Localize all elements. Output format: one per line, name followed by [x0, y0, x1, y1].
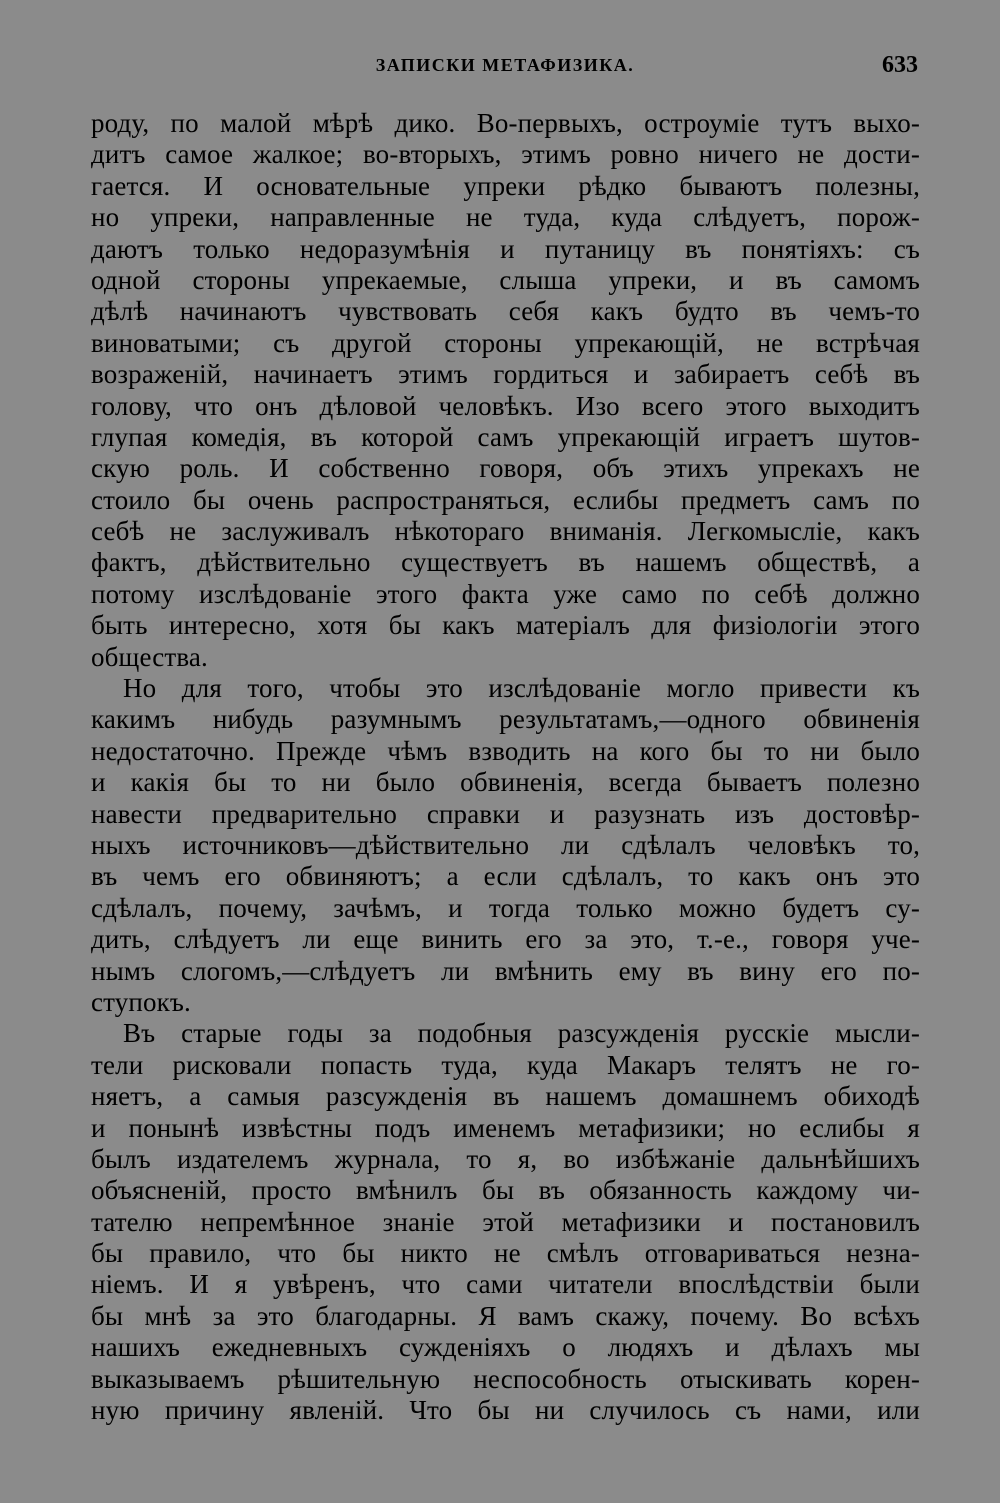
body-text — [91, 108, 920, 1426]
text-line: объясненій, просто вмѣнилъ бы въ обязанность каждому чи- — [91, 1175, 920, 1206]
text-line: быть интересно, хотя бы какъ матеріалъ для физіологіи этого — [91, 610, 920, 641]
text-line: и какія бы то ни было обвиненія, всегда бываетъ полезно — [91, 767, 920, 798]
text-line: тели рисковали попасть туда, куда Макаръ телятъ не го- — [91, 1049, 920, 1080]
text-line: фактъ, дѣйствительно существуетъ въ нашемъ обществѣ, а — [91, 547, 920, 578]
text-line: дить, слѣдуетъ ли еще винить его за это, т.-е., говоря уче- — [91, 924, 920, 955]
text-line: стоило бы очень распространяться, еслибы предметъ самъ по — [91, 484, 920, 515]
text-line: дитъ самое жалкое; во-вторыхъ, этимъ ровно ничего не дости- — [91, 139, 920, 170]
text-line: бы правило, что бы никто не смѣлъ отговариваться незна- — [91, 1238, 920, 1269]
text-line: ніемъ. И я увѣренъ, что сами читатели впослѣдствіи были — [91, 1269, 920, 1300]
text-line: гается. И основательные упреки рѣдко бываютъ полезны, — [91, 170, 920, 201]
text-line: няетъ, а самыя разсужденія въ нашемъ домашнемъ обиходѣ — [91, 1081, 920, 1112]
text-line: одной стороны упрекаемые, слыша упреки, и въ самомъ — [91, 264, 920, 295]
text-line: ную причину явленій. Что бы ни случилось съ нами, или — [91, 1395, 920, 1426]
text-line: себѣ не заслуживалъ нѣкотораго вниманія. Легкомысліе, какъ — [91, 516, 920, 547]
text-line: какимъ нибудь разумнымъ результатамъ,—одного обвиненія — [91, 704, 920, 735]
page-number: 633 — [882, 52, 918, 78]
text-line: нымъ слогомъ,—слѣдуетъ ли вмѣнить ему въ вину его по- — [91, 955, 920, 986]
text-line: нашихъ ежедневныхъ сужденіяхъ о людяхъ и дѣлахъ мы — [91, 1332, 920, 1363]
text-line: и понынѣ извѣстны подъ именемъ метафизики; но еслибы я — [91, 1112, 920, 1143]
text-line: потому изслѣдованіе этого факта уже само по себѣ должно — [91, 578, 920, 609]
text-line: голову, что онъ дѣловой человѣкъ. Изо всего этого выходитъ — [91, 390, 920, 421]
text-line: возраженій, начинаетъ этимъ гордиться и забираетъ себѣ въ — [91, 359, 920, 390]
text-line: скую роль. И собственно говоря, объ этихъ упрекахъ не — [91, 453, 920, 484]
text-line: въ чемъ его обвиняютъ; а если сдѣлалъ, то какъ онъ это — [91, 861, 920, 892]
paragraph-end-line: общества. — [91, 641, 208, 672]
paragraph-start-line: Въ старые годы за подобныя разсужденія русскіе мысли- — [123, 1018, 920, 1049]
text-line: даютъ только недоразумѣнія и путаницу въ понятіяхъ: съ — [91, 233, 920, 264]
text-line: тателю непремѣнное знаніе этой метафизики и постановилъ — [91, 1206, 920, 1237]
text-line: виноватыми; съ другой стороны упрекающій, не встрѣчая — [91, 327, 920, 358]
running-title: ЗАПИСКИ МЕТАФИЗИКА. — [375, 55, 635, 75]
text-line: ныхъ источниковъ—дѣйствительно ли сдѣлалъ человѣкъ то, — [91, 829, 920, 860]
text-line: навести предварительно справки и разузнать изъ достовѣр- — [91, 798, 920, 829]
text-line: недостаточно. Прежде чѣмъ взводить на кого бы то ни было — [91, 735, 920, 766]
text-line: выказываемъ рѣшительную неспособность отыскивать корен- — [91, 1363, 920, 1394]
text-line: бы мнѣ за это благодарны. Я вамъ скажу, почему. Во всѣхъ — [91, 1300, 920, 1331]
text-line: но упреки, направленные не туда, куда слѣдуетъ, порож- — [91, 202, 920, 233]
paragraph-start-line: Но для того, чтобы это изслѣдованіе могло привести къ — [123, 673, 920, 704]
paragraph-end-line: ступокъ. — [91, 986, 191, 1017]
text-line: дѣлѣ начинаютъ чувствовать себя какъ будто въ чемъ-то — [91, 296, 920, 327]
text-line: глупая комедія, въ которой самъ упрекающій играетъ шутов- — [91, 421, 920, 452]
text-line: былъ издателемъ журнала, то я, во избѣжаніе дальнѣйшихъ — [91, 1143, 920, 1174]
text-line: сдѣлалъ, почему, зачѣмъ, и тогда только можно будетъ су- — [91, 892, 920, 923]
text-line: роду, по малой мѣрѣ дико. Во-первыхъ, остроуміе тутъ выхо- — [91, 108, 920, 138]
